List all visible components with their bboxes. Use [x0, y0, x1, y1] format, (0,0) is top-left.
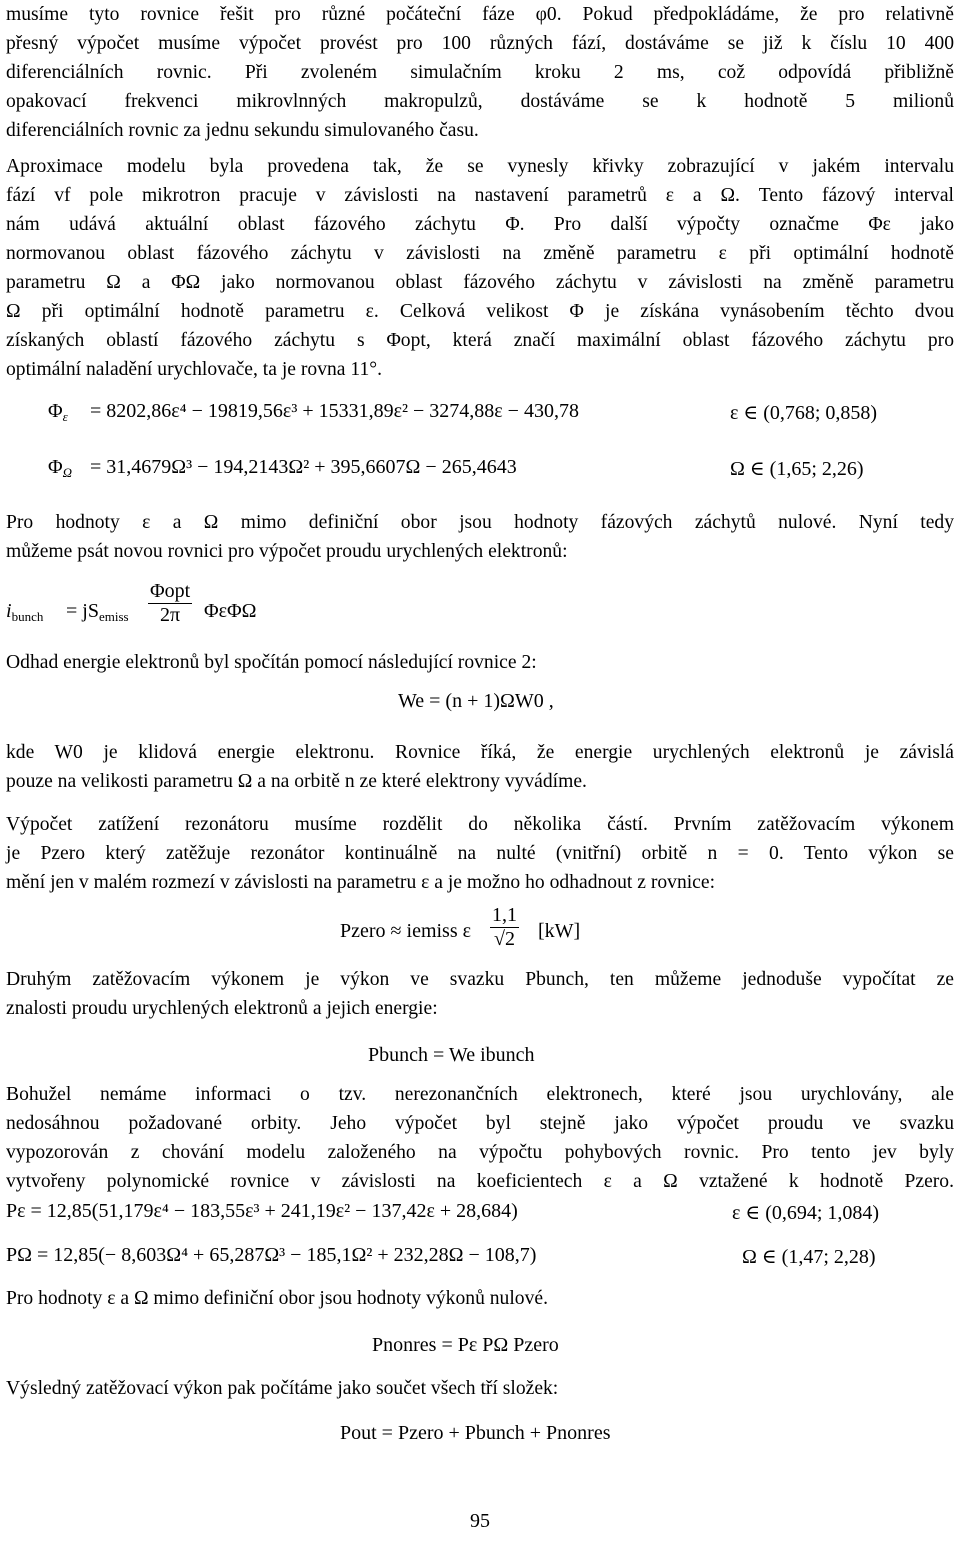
frac-numerator: 1,1: [492, 904, 517, 926]
eq-lhs: Φ: [48, 456, 63, 478]
text-line: Pro hodnoty ε a Ω mimo definiční obor jsou hodnoty fázových záchytů nulové. Nyní tedy: [6, 512, 954, 533]
paragraph-7: [6, 965, 954, 1023]
text-line: Odhad energie elektronů byl spočítán pomocí následující rovnice 2:: [6, 652, 537, 673]
equation-p-zero: [340, 904, 740, 966]
equation-p-bunch: [368, 1044, 535, 1067]
frac-denominator: 2π: [160, 604, 181, 626]
equation-p-out: [340, 1422, 611, 1445]
text-line: parametru Ω a ΦΩ jako normovanou oblast fázového záchytu v závislosti na změně parametru: [6, 272, 954, 293]
eq-domain: ε ∈ (0,694; 1,084): [732, 1202, 880, 1224]
equation-phi-epsilon: [48, 400, 948, 434]
equation-i-bunch: [6, 580, 406, 646]
eq-text: PΩ = 12,85(− 8,603Ω⁴ + 65,287Ω³ − 185,1Ω² + 232,28Ω − 108,7): [6, 1244, 537, 1266]
text-line: mění jen v malém rozmezí v závislosti na parametru ε a je možno ho odhadnout z rovnice:: [6, 872, 716, 893]
paragraph-3: [6, 508, 954, 566]
eq-rhs: = 31,4679Ω³ − 194,2143Ω² + 395,6607Ω − 265,4643: [90, 456, 517, 478]
eq-mid: = jS: [66, 600, 99, 622]
text-line: Bohužel nemáme informaci o tzv. nerezonančních elektronech, které jsou urychlovány, ale: [6, 1084, 954, 1105]
text-line: přesný výpočet musíme výpočet provést pro 100 různých fází, dostáváme se již k číslu 10 400: [6, 33, 954, 54]
eq-rhs: = 8202,86ε⁴ − 19819,56ε³ + 15331,89ε² − 3274,88ε − 430,78: [90, 400, 579, 422]
equation-p-nonres: [372, 1334, 559, 1357]
equation-p-omega: [6, 1244, 946, 1276]
text-line: Pro hodnoty ε a Ω mimo definiční obor jsou hodnoty výkonů nulové.: [6, 1288, 548, 1309]
paragraph-9: [6, 1284, 954, 1313]
text-line: diferenciálních rovnic. Při zvoleném simulačním kroku 2 ms, což odpovídá přibližně: [6, 62, 954, 83]
equation-phi-omega: [48, 456, 948, 490]
eq-tail: ΦεΦΩ: [204, 600, 257, 622]
eq-lhs: Φ: [48, 400, 63, 422]
text-line: fází vf pole mikrotron pracuje v závislosti na nastavení parametrů ε a Ω. Tento fázový interval: [6, 185, 954, 206]
text-line: pouze na velikosti parametru Ω a na orbitě n ze které elektrony vyvádíme.: [6, 771, 587, 792]
text-line: diferenciálních rovnic za jednu sekundu simulovaného času.: [6, 120, 479, 141]
text-line: vytvořeny polynomické rovnice v závislosti na koeficientech ε a Ω vztažené k hodnotě Pzero.: [6, 1171, 954, 1192]
paragraph-1: [6, 0, 954, 145]
text-line: optimální naladění urychlovače, ta je rovna 11°.: [6, 359, 382, 380]
text-line: můžeme psát novou rovnici pro výpočet proudu urychlených elektronů:: [6, 541, 568, 562]
eq-mid-sub: emiss: [98, 609, 129, 624]
text-line: musíme tyto rovnice řešit pro různé počáteční fáze φ0. Pokud předpokládáme, že pro relativně: [6, 4, 954, 25]
paragraph-2: [6, 152, 954, 384]
eq-domain: Ω ∈ (1,47; 2,28): [742, 1246, 876, 1268]
frac-numerator: Φopt: [150, 580, 191, 602]
eq-text: We = (n + 1)ΩW0 ,: [398, 690, 554, 712]
text-line: normovanou oblast fázového záchytu v závislosti na změně parametru ε při optimální hodnotě: [6, 243, 954, 264]
eq-lhs-sub: Ω: [62, 465, 73, 480]
eq-text: Pε = 12,85(51,179ε⁴ − 183,55ε³ + 241,19ε² − 137,42ε + 28,684): [6, 1200, 518, 1222]
eq-text: Pbunch = We ibunch: [368, 1044, 535, 1066]
paragraph-8: [6, 1080, 954, 1196]
eq-lhs: Pzero ≈ iemiss ε: [340, 920, 472, 942]
eq-lhs-sub: ε: [62, 409, 68, 424]
eq-text: Pout = Pzero + Pbunch + Pnonres: [340, 1422, 611, 1444]
text-line: Aproximace modelu byla provedena tak, že se vynesly křivky zobrazující v jakém intervalu: [6, 156, 954, 177]
page-number: 95: [470, 1510, 490, 1532]
fraction: [490, 904, 519, 951]
text-line: nám udává aktuální oblast fázového záchytu Φ. Pro další výpočty označme Φε jako: [6, 214, 954, 235]
text-line: získaných oblastí fázového záchytu s Φopt, která značí maximální oblast fázového záchytu pro: [6, 330, 954, 351]
eq-unit: [kW]: [538, 920, 581, 942]
text-line: znalosti proudu urychlených elektronů a jejich energie:: [6, 998, 438, 1019]
text-line: je Pzero který zatěžuje rezonátor kontinuálně na nulté (vnitřní) orbitě n = 0. Tento výkon se: [6, 843, 954, 864]
eq-domain: ε ∈ (0,768; 0,858): [730, 402, 878, 424]
text-line: Výpočet zatížení rezonátoru musíme rozdělit do několika částí. Prvním zatěžovacím výkonem: [6, 814, 954, 835]
paragraph-4: [6, 648, 954, 677]
text-line: kde W0 je klidová energie elektronu. Rovnice říká, že energie urychlených elektronů je závislá: [6, 742, 954, 763]
eq-lhs: i: [6, 600, 12, 622]
text-line: opakovací frekvenci mikrovlnných makropulzů, dostáváme se k hodnotě 5 milionů: [6, 91, 954, 112]
eq-lhs-sub: bunch: [11, 609, 44, 624]
text-line: Výsledný zatěžovací výkon pak počítáme jako součet všech tří složek:: [6, 1378, 559, 1399]
eq-domain: Ω ∈ (1,65; 2,26): [730, 458, 864, 480]
paragraph-5: [6, 738, 954, 796]
equation-energy: [398, 690, 554, 713]
frac-denominator: √2: [494, 928, 515, 950]
text-line: Druhým zatěžovacím výkonem je výkon ve svazku Pbunch, ten můžeme jednoduše vypočítat ze: [6, 969, 954, 990]
text-line: nedosáhnou požadované orbity. Jeho výpočet byl stejně jako výpočet proudu ve svazku: [6, 1113, 954, 1134]
text-line: vypozorován z chování modelu založeného na výpočtu pohybových rovnic. Pro tento jev byly: [6, 1142, 954, 1163]
equation-p-epsilon: [6, 1200, 946, 1232]
fraction: [148, 580, 192, 627]
paragraph-6: [6, 810, 954, 897]
text-line: Ω při optimální hodnotě parametru ε. Celková velikost Φ je získána vynásobením těchto dvou: [6, 301, 954, 322]
paragraph-10: [6, 1374, 954, 1403]
eq-text: Pnonres = Pε PΩ Pzero: [372, 1334, 559, 1356]
